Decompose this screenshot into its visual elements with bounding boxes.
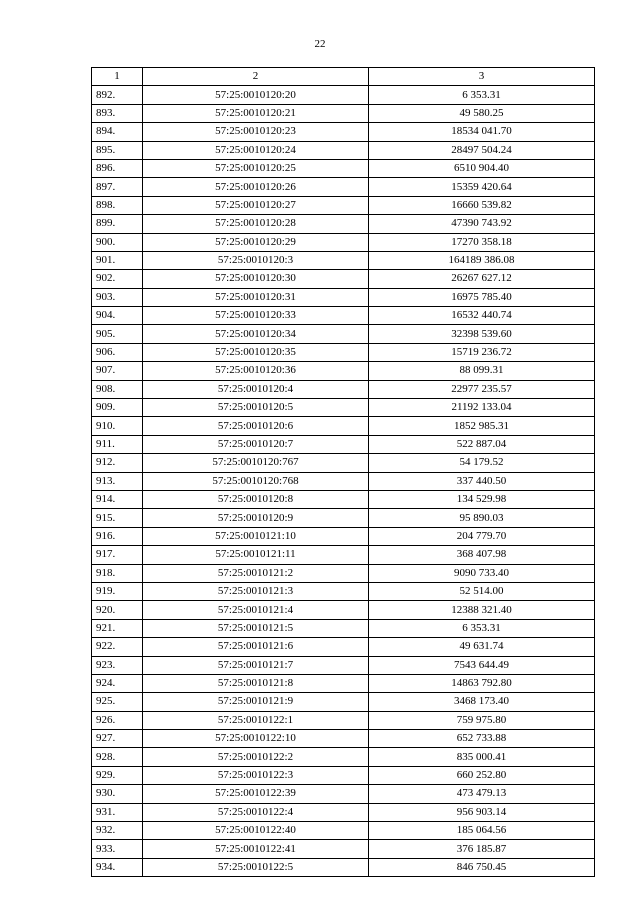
- table-row: [92, 490, 595, 508]
- cadastral-value-cell: 6 353.31: [369, 86, 595, 104]
- cadastral-value-cell: 32398 539.60: [369, 325, 595, 343]
- cadastral-value-cell: 95 890.03: [369, 509, 595, 527]
- cadastral-number-cell: 57:25:0010121:7: [143, 656, 369, 674]
- cadastral-value-cell: 759 975.80: [369, 711, 595, 729]
- cadastral-value-cell: 9090 733.40: [369, 564, 595, 582]
- row-number-cell: 907.: [92, 362, 143, 380]
- table-row: [92, 307, 595, 325]
- table-row: [92, 766, 595, 784]
- cadastral-value-cell: 956 903.14: [369, 803, 595, 821]
- cadastral-value-cell: 185 064.56: [369, 822, 595, 840]
- cadastral-number-cell: 57:25:0010120:25: [143, 159, 369, 177]
- row-number-cell: 895.: [92, 141, 143, 159]
- row-number-cell: 893.: [92, 104, 143, 122]
- cadastral-number-cell: 57:25:0010120:7: [143, 435, 369, 453]
- row-number-cell: 912.: [92, 454, 143, 472]
- row-number-cell: 925.: [92, 693, 143, 711]
- cadastral-number-cell: 57:25:0010122:5: [143, 858, 369, 876]
- cadastral-number-cell: 57:25:0010120:31: [143, 288, 369, 306]
- cadastral-number-cell: 57:25:0010122:40: [143, 822, 369, 840]
- cadastral-value-cell: 22977 235.57: [369, 380, 595, 398]
- table-row: [92, 730, 595, 748]
- cadastral-number-cell: 57:25:0010120:29: [143, 233, 369, 251]
- table-row: [92, 104, 595, 122]
- row-number-cell: 924.: [92, 674, 143, 692]
- cadastral-number-cell: 57:25:0010120:9: [143, 509, 369, 527]
- cadastral-value-cell: 652 733.88: [369, 730, 595, 748]
- header-cadastral-number: 2: [143, 68, 369, 86]
- row-number-cell: 902.: [92, 270, 143, 288]
- cadastral-value-cell: 473 479.13: [369, 785, 595, 803]
- row-number-cell: 926.: [92, 711, 143, 729]
- cadastral-value-cell: 15359 420.64: [369, 178, 595, 196]
- row-number-cell: 906.: [92, 343, 143, 361]
- table-row: [92, 454, 595, 472]
- table-row: [92, 674, 595, 692]
- row-number-cell: 918.: [92, 564, 143, 582]
- table-row: [92, 527, 595, 545]
- row-number-cell: 899.: [92, 215, 143, 233]
- row-number-cell: 931.: [92, 803, 143, 821]
- row-number-cell: 896.: [92, 159, 143, 177]
- row-number-cell: 913.: [92, 472, 143, 490]
- cadastral-number-cell: 57:25:0010120:26: [143, 178, 369, 196]
- cadastral-number-cell: 57:25:0010122:39: [143, 785, 369, 803]
- cadastral-value-cell: 3468 173.40: [369, 693, 595, 711]
- row-number-cell: 932.: [92, 822, 143, 840]
- cadastral-number-cell: 57:25:0010120:767: [143, 454, 369, 472]
- cadastral-value-cell: 134 529.98: [369, 490, 595, 508]
- cadastral-number-cell: 57:25:0010121:5: [143, 619, 369, 637]
- table-row: [92, 582, 595, 600]
- cadastral-value-cell: 337 440.50: [369, 472, 595, 490]
- cadastral-number-cell: 57:25:0010121:8: [143, 674, 369, 692]
- row-number-cell: 928.: [92, 748, 143, 766]
- cadastral-number-cell: 57:25:0010120:24: [143, 141, 369, 159]
- cadastral-value-cell: 7543 644.49: [369, 656, 595, 674]
- table-row: [92, 546, 595, 564]
- table-row: [92, 325, 595, 343]
- table-row: [92, 159, 595, 177]
- cadastral-number-cell: 57:25:0010120:36: [143, 362, 369, 380]
- row-number-cell: 905.: [92, 325, 143, 343]
- table-row: [92, 435, 595, 453]
- row-number-cell: 930.: [92, 785, 143, 803]
- cadastral-value-cell: 26267 627.12: [369, 270, 595, 288]
- cadastral-number-cell: 57:25:0010120:34: [143, 325, 369, 343]
- cadastral-value-cell: 52 514.00: [369, 582, 595, 600]
- cadastral-number-cell: 57:25:0010122:41: [143, 840, 369, 858]
- row-number-cell: 922.: [92, 638, 143, 656]
- table-row: [92, 638, 595, 656]
- cadastral-number-cell: 57:25:0010120:768: [143, 472, 369, 490]
- cadastral-number-cell: 57:25:0010122:2: [143, 748, 369, 766]
- page-number: 22: [314, 38, 326, 50]
- table-body: [92, 86, 595, 877]
- table-row: [92, 748, 595, 766]
- table-row: [92, 141, 595, 159]
- row-number-cell: 908.: [92, 380, 143, 398]
- cadastral-number-cell: 57:25:0010121:4: [143, 601, 369, 619]
- cadastral-number-cell: 57:25:0010120:27: [143, 196, 369, 214]
- row-number-cell: 923.: [92, 656, 143, 674]
- cadastral-number-cell: 57:25:0010122:4: [143, 803, 369, 821]
- table-row: [92, 399, 595, 417]
- table-row: [92, 417, 595, 435]
- row-number-cell: 914.: [92, 490, 143, 508]
- cadastral-number-cell: 57:25:0010120:23: [143, 123, 369, 141]
- row-number-cell: 909.: [92, 399, 143, 417]
- cadastral-value-table: [91, 67, 595, 877]
- cadastral-value-cell: 47390 743.92: [369, 215, 595, 233]
- cadastral-number-cell: 57:25:0010120:3: [143, 251, 369, 269]
- cadastral-value-cell: 16532 440.74: [369, 307, 595, 325]
- row-number-cell: 927.: [92, 730, 143, 748]
- row-number-cell: 920.: [92, 601, 143, 619]
- table-row: [92, 215, 595, 233]
- row-number-cell: 892.: [92, 86, 143, 104]
- cadastral-value-cell: 164189 386.08: [369, 251, 595, 269]
- row-number-cell: 921.: [92, 619, 143, 637]
- table-row: [92, 251, 595, 269]
- row-number-cell: 919.: [92, 582, 143, 600]
- cadastral-value-cell: 54 179.52: [369, 454, 595, 472]
- cadastral-number-cell: 57:25:0010120:4: [143, 380, 369, 398]
- cadastral-value-cell: 14863 792.80: [369, 674, 595, 692]
- table-row: [92, 178, 595, 196]
- row-number-cell: 901.: [92, 251, 143, 269]
- cadastral-value-cell: 21192 133.04: [369, 399, 595, 417]
- cadastral-number-cell: 57:25:0010122:1: [143, 711, 369, 729]
- table-row: [92, 785, 595, 803]
- row-number-cell: 897.: [92, 178, 143, 196]
- cadastral-number-cell: 57:25:0010120:30: [143, 270, 369, 288]
- table-row: [92, 343, 595, 361]
- cadastral-number-cell: 57:25:0010120:5: [143, 399, 369, 417]
- cadastral-value-cell: 6510 904.40: [369, 159, 595, 177]
- table-row: [92, 564, 595, 582]
- table-row: [92, 693, 595, 711]
- cadastral-value-cell: 522 887.04: [369, 435, 595, 453]
- table-row: [92, 840, 595, 858]
- cadastral-number-cell: 57:25:0010120:21: [143, 104, 369, 122]
- table-row: [92, 123, 595, 141]
- cadastral-number-cell: 57:25:0010120:28: [143, 215, 369, 233]
- cadastral-value-cell: 660 252.80: [369, 766, 595, 784]
- row-number-cell: 894.: [92, 123, 143, 141]
- table-row: [92, 288, 595, 306]
- table-row: [92, 822, 595, 840]
- cadastral-value-cell: 49 631.74: [369, 638, 595, 656]
- table-row: [92, 380, 595, 398]
- table-row: [92, 601, 595, 619]
- table-header-row: [92, 68, 595, 86]
- cadastral-value-cell: 846 750.45: [369, 858, 595, 876]
- cadastral-number-cell: 57:25:0010120:8: [143, 490, 369, 508]
- table-row: [92, 711, 595, 729]
- row-number-cell: 900.: [92, 233, 143, 251]
- cadastral-value-cell: 368 407.98: [369, 546, 595, 564]
- row-number-cell: 934.: [92, 858, 143, 876]
- cadastral-number-cell: 57:25:0010121:9: [143, 693, 369, 711]
- cadastral-value-cell: 6 353.31: [369, 619, 595, 637]
- table-row: [92, 196, 595, 214]
- cadastral-value-cell: 376 185.87: [369, 840, 595, 858]
- table-row: [92, 472, 595, 490]
- cadastral-value-cell: 16975 785.40: [369, 288, 595, 306]
- cadastral-value-cell: 28497 504.24: [369, 141, 595, 159]
- cadastral-value-cell: 204 779.70: [369, 527, 595, 545]
- cadastral-number-cell: 57:25:0010121:2: [143, 564, 369, 582]
- cadastral-number-cell: 57:25:0010120:35: [143, 343, 369, 361]
- cadastral-value-cell: 88 099.31: [369, 362, 595, 380]
- cadastral-number-cell: 57:25:0010120:20: [143, 86, 369, 104]
- table-row: [92, 803, 595, 821]
- table-row: [92, 656, 595, 674]
- cadastral-value-cell: 49 580.25: [369, 104, 595, 122]
- table-row: [92, 270, 595, 288]
- row-number-cell: 916.: [92, 527, 143, 545]
- table-row: [92, 858, 595, 876]
- table-row: [92, 619, 595, 637]
- cadastral-number-cell: 57:25:0010122:3: [143, 766, 369, 784]
- row-number-cell: 910.: [92, 417, 143, 435]
- cadastral-value-cell: 18534 041.70: [369, 123, 595, 141]
- table-row: [92, 86, 595, 104]
- cadastral-value-cell: 17270 358.18: [369, 233, 595, 251]
- header-column-number: 1: [92, 68, 143, 86]
- row-number-cell: 929.: [92, 766, 143, 784]
- cadastral-number-cell: 57:25:0010121:3: [143, 582, 369, 600]
- cadastral-number-cell: 57:25:0010121:11: [143, 546, 369, 564]
- table-row: [92, 362, 595, 380]
- cadastral-number-cell: 57:25:0010122:10: [143, 730, 369, 748]
- row-number-cell: 933.: [92, 840, 143, 858]
- row-number-cell: 915.: [92, 509, 143, 527]
- cadastral-number-cell: 57:25:0010121:10: [143, 527, 369, 545]
- cadastral-number-cell: 57:25:0010121:6: [143, 638, 369, 656]
- row-number-cell: 903.: [92, 288, 143, 306]
- cadastral-value-cell: 1852 985.31: [369, 417, 595, 435]
- table-row: [92, 233, 595, 251]
- row-number-cell: 898.: [92, 196, 143, 214]
- row-number-cell: 911.: [92, 435, 143, 453]
- cadastral-value-cell: 16660 539.82: [369, 196, 595, 214]
- table-row: [92, 509, 595, 527]
- row-number-cell: 904.: [92, 307, 143, 325]
- cadastral-value-cell: 835 000.41: [369, 748, 595, 766]
- cadastral-number-cell: 57:25:0010120:33: [143, 307, 369, 325]
- cadastral-number-cell: 57:25:0010120:6: [143, 417, 369, 435]
- header-cadastral-value: 3: [369, 68, 595, 86]
- cadastral-value-cell: 15719 236.72: [369, 343, 595, 361]
- cadastral-value-cell: 12388 321.40: [369, 601, 595, 619]
- row-number-cell: 917.: [92, 546, 143, 564]
